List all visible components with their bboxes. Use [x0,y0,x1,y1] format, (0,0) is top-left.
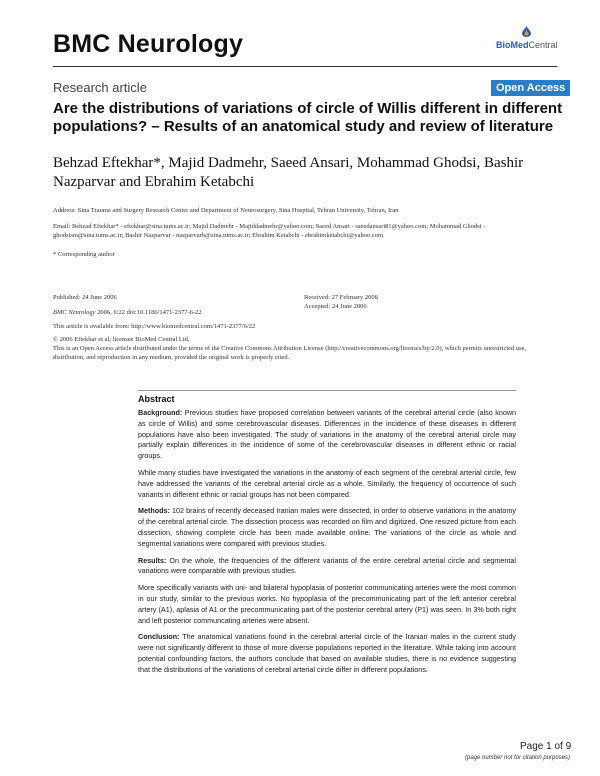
abstract-body [138,408,516,682]
header-rule [53,66,557,67]
conclusion-label: Conclusion: [138,632,180,642]
author-address: Address: Sina Trauma and Surgery Research Center and Department of Neurosurgery, Sina Hospital, Tehran University, Tehran, Iran [53,207,399,214]
abstract-results [138,556,516,578]
license-text[interactable]: This is an Open Access article distributed under the terms of the Creative Commons Attribution License (http://creativecommons.org/licenses/by/2.0), which permits unrestricted use, distribution, and reproduction in any medium, provided the original work is properly cited. [53,345,527,361]
published-date: Published: 24 June 2006 [53,294,117,301]
logo-text [496,40,558,50]
copyright: © 2006 Eftekhar et al; licensee BioMed Central Ltd. [53,336,190,343]
author-emails[interactable]: Email: Behzad Eftekhar* - eftekhar@sina.tums.ac.ir; Majid Dadmehr - Majiddadmehr@yahoo.com; Saeed Ansari - saeedansari81@yahoo.com; Mohammad Ghodsi - ghodsism@sina.tums.ac.ir; Bashir Nazparvar - nazparvarb@sina.tums.ac.ir; Ebrahim Ketabchi - ebrahimketabchi@yahoo.com [53,223,486,239]
article-title: Are the distributions of variations of circle of Willis different in different populations? – Results of an anatomical study and review of literature [53,100,563,135]
abstract-heading: Abstract [138,394,175,404]
methods-label: Methods: [138,506,170,516]
accepted-date: Accepted: 24 June 2006 [304,303,367,310]
background-text: Previous studies have proposed correlation between variants of the cerebral arterial circle (also known as circle of Willis) and some cerebrovascular diseases. Differences in the incidence of these diseases in different populations have also been investigated. The study of variations in the anatomy of the cerebral arterial circle may partially explain differences in the incidence of some of the cerebrovascular diseases in different ethnic or racial groups. [138,408,517,461]
page-number: Page 1 of 9 [520,741,572,752]
abstract-methods [138,506,516,549]
journal-title: BMC Neurology [53,30,244,58]
article-url[interactable]: This article is available from: http://www.biomedcentral.com/1471-2377/6/22 [53,323,256,330]
page-number-note: (page number not for citation purposes) [465,755,571,761]
methods-text: 102 brains of recently deceased Iranian males were dissected, in order to observe variations in the anatomy of the cerebral arterial circle. The dissection process was recorded on film and digitized. One resized picture from each dissection, showing complete circle has been made available online. The variations of the circle as whole and segmental variations were compared with previous studies. [138,506,517,548]
open-access-badge: Open Access [491,80,570,96]
results-text: On the whole, the frequencies of the different variants of the entire cerebral arterial circle and segmental variations were comparable with previous studies. [138,555,517,576]
logo-brand-rest: Central [528,40,558,50]
abstract-results-2: More specifically variants with uni- and bilateral hypoplasia of posterior communicating arteries were the most common in our study, similar to the previous works. No hypoplasia of the precommunicating part of the left anterior cerebral artery (A1), aplasia of A1 or the precommunicating part of the posterior cerebral artery (P1) was seen. In 3% both right and left posterior communcating arteries were absent. [138,583,516,625]
logo-brand-bold: BioMed [496,40,529,50]
biomed-drop-icon [522,26,531,37]
conclusion-text: The anatomical variations found in the cerebral arterial circle of the Iranian males in the current study were not significantly different to those of more diverse populations reported in the literature. While taking into account potential confounding factors, the authors conclude that based on available studies, there is no evidence suggesting that the distributions of the variations of cerebral arterial circle differ in different populations. [138,632,516,674]
biomed-central-logo[interactable] [496,26,556,54]
abstract-background-2: While many studies have investigated the variations in the anatomy of each segment of the cerebral arterial circle, few have addressed the variants of the cerebral arterial circle as a whole. Similarly, the frequency of occurrence of such variants in different ethnic or racial groups has not been compared. [138,467,516,499]
citation-journal: BMC Neurology [53,309,96,316]
results-label: Results: [138,555,167,565]
citation-details: 2006, 6:22 doi:10.1186/1471-2377-6-22 [97,309,202,316]
corresponding-author-note: * Corresponding author [53,251,115,258]
author-list: Behzad Eftekhar*, Majid Dadmehr, Saeed Ansari, Mohammad Ghodsi, Bashir Nazparvar and Ebrahim Ketabchi [53,155,524,190]
abstract-conclusion [138,632,516,675]
citation [53,308,202,317]
background-label: Background: [138,408,183,417]
received-date: Received: 27 February 2006 [304,294,378,301]
abstract-background [138,408,516,462]
article-type: Research article [53,80,147,95]
